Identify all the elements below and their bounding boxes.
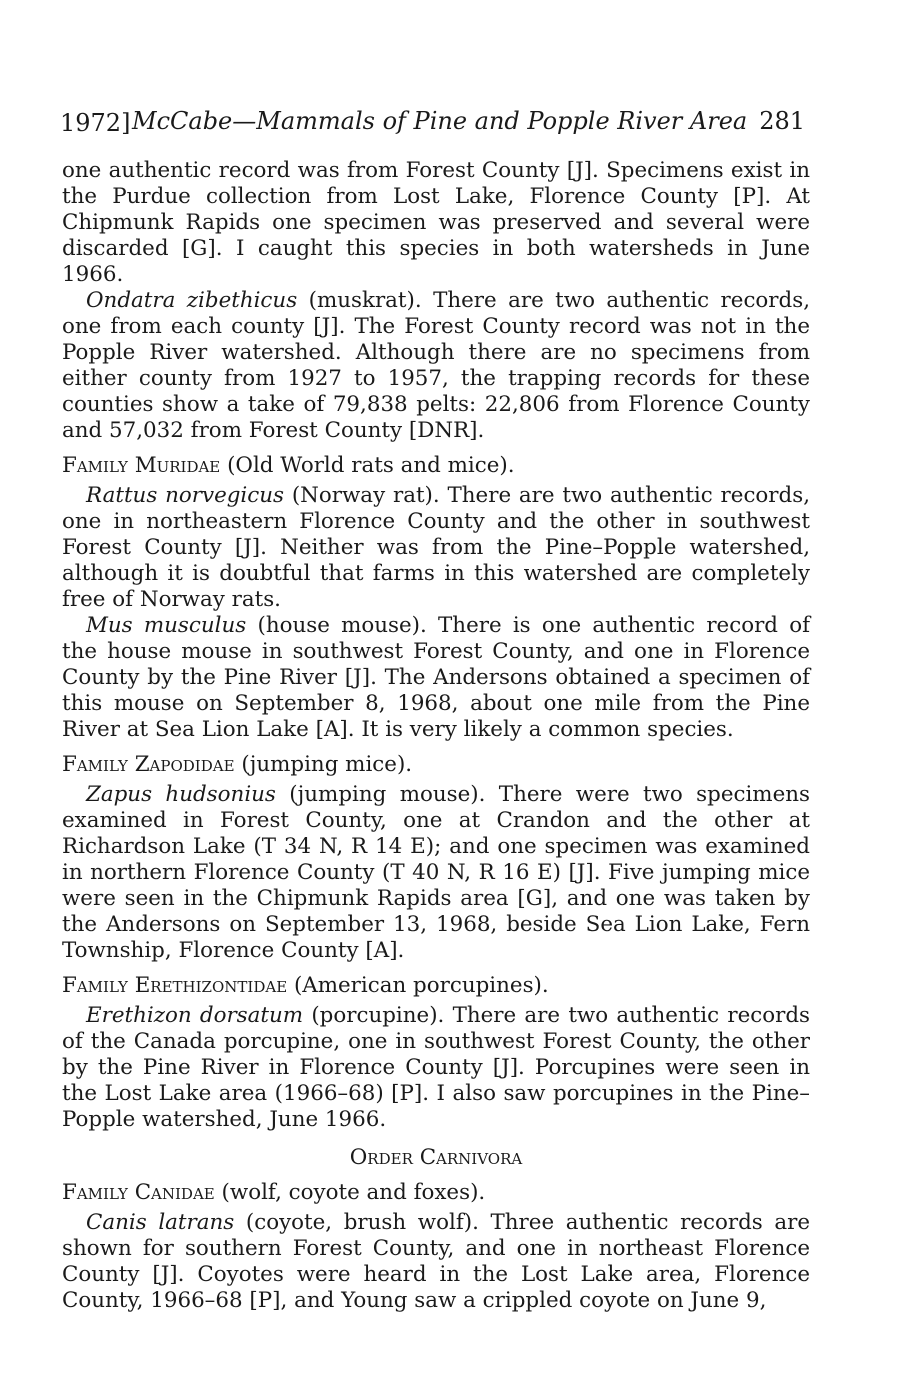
family-heading xyxy=(62,1180,810,1206)
family-heading xyxy=(62,752,810,778)
family-heading xyxy=(62,973,810,999)
paragraph-text: (coyote, brush wolf). Three authentic records are shown for southern Forest County, and one in northeast Florence County [J]. Coyotes were heard in the Lost Lake area, Florence County, 1966–68 [P], and Young saw a crippled coyote on June 9, xyxy=(62,1210,810,1313)
family-description: (wolf, coyote and foxes). xyxy=(214,1180,486,1205)
family-description: (Old World rats and mice). xyxy=(220,453,515,478)
species-paragraph xyxy=(62,1003,810,1133)
paragraph: one authentic record was from Forest County [J]. Specimens exist in the Purdue collection from Lost Lake, Florence County [P]. At Chipmunk Rapids one specimen was preserved and several were discarded [G]. I caught this species in both watersheds in June 1966. xyxy=(62,158,810,287)
family-name: Muridae xyxy=(134,453,221,478)
species-paragraph xyxy=(62,483,810,613)
header-year: 1972] xyxy=(60,109,131,137)
species-name: Erethizon dorsatum xyxy=(86,1003,304,1028)
family-label: Family xyxy=(62,973,128,998)
order-label: Order xyxy=(349,1145,413,1170)
family-name: Canidae xyxy=(134,1180,215,1205)
family-heading xyxy=(62,453,810,479)
species-paragraph xyxy=(62,782,810,964)
species-name: Rattus norvegicus xyxy=(86,483,285,508)
paragraph-text: (Norway rat). There are two authentic records, one in northeastern Florence County and the other in southwest Forest County [J]. Neither was from the Pine–Popple watershed, although it is doubtful that farms in this watershed are completely free of Norway rats. xyxy=(62,483,810,612)
paragraph-text: (muskrat). There are two authentic records, one from each county [J]. The Forest County record was not in the Popple River watershed. Although there are no specimens from either county from 1927 to 1957, the trapping records for these counties show a take of 79,838 pelts: 22,806 from Florence County and 57,032 from Forest County [DNR]. xyxy=(62,288,810,443)
family-label: Family xyxy=(62,1180,128,1205)
paragraph-text: (house mouse). There is one authentic record of the house mouse in southwest Forest County, and one in Florence County by the Pine River [J]. The Andersons obtained a specimen of this mouse on September 8, 1968, about one mile from the Pine River at Sea Lion Lake [A]. It is very likely a common species. xyxy=(62,613,810,742)
species-name: Ondatra zibethicus xyxy=(86,288,298,313)
species-name: Canis latrans xyxy=(86,1210,235,1235)
species-paragraph xyxy=(62,613,810,743)
family-name: Zapodidae xyxy=(134,752,235,777)
family-description: (American porcupines). xyxy=(287,973,549,998)
family-name: Erethizontidae xyxy=(134,973,288,998)
order-heading xyxy=(62,1145,810,1171)
order-name: Carnivora xyxy=(419,1145,523,1170)
running-header xyxy=(60,104,805,138)
family-description: (jumping mice). xyxy=(234,752,413,777)
page-number: 281 xyxy=(759,107,805,135)
paragraph-text: (jumping mouse). There were two specimens examined in Forest County, one at Crandon and the other at Richardson Lake (T 34 N, R 14 E); and one specimen was examined in northern Florence County (T 40 N, R 16 E) [J]. Five jumping mice were seen in the Chipmunk Rapids area [G], and one was taken by the Andersons on September 13, 1968, beside Sea Lion Lake, Fern Township, Florence County [A]. xyxy=(62,782,810,963)
family-label: Family xyxy=(62,752,128,777)
body-text xyxy=(62,158,810,1314)
species-name: Zapus hudsonius xyxy=(86,782,276,807)
header-title: McCabe—Mammals of Pine and Popple River Area xyxy=(132,107,748,135)
family-label: Family xyxy=(62,453,128,478)
paragraph-text: (porcupine). There are two authentic records of the Canada porcupine, one in southwest Forest County, the other by the Pine River in Florence County [J]. Porcupines were seen in the Lost Lake area (1966–68) [P]. I also saw porcupines in the Pine–Popple watershed, June 1966. xyxy=(62,1003,810,1132)
species-paragraph xyxy=(62,1210,810,1314)
species-paragraph xyxy=(62,288,810,444)
species-name: Mus musculus xyxy=(86,613,247,638)
